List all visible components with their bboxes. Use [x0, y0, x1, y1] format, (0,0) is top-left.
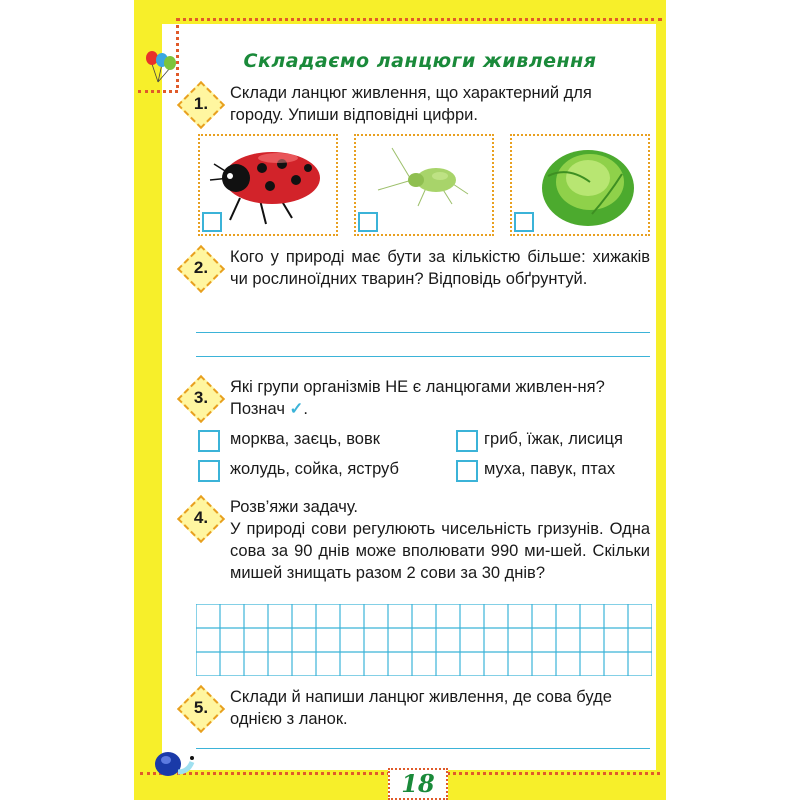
- option-label: гриб, їжак, лисиця: [484, 430, 623, 448]
- answer-box[interactable]: [358, 212, 378, 232]
- task-4-text: У природі сови регулюють чисельність гризунів. Одна сова за 90 днів може вполювати 990 ми-шей. Скільки мишей знищать разом 2 сови за 30 днів?: [230, 520, 650, 582]
- checkbox-option-1[interactable]: [198, 430, 220, 452]
- task-3-text: [230, 376, 640, 420]
- photo-cabbage: [510, 134, 650, 236]
- answer-line[interactable]: [196, 356, 650, 357]
- task-2-text: Кого у природі має бути за кількістю більше: хижаків чи рослиноїдних тварин? Відповідь обґрунтуй.: [230, 248, 650, 288]
- task-1-text: Склади ланцюг живлення, що характерний для городу. Упиши відповідні цифри.: [230, 84, 592, 124]
- checkmark-icon: ✓: [289, 400, 304, 418]
- task-number: 1.: [193, 94, 209, 113]
- answer-box[interactable]: [514, 212, 534, 232]
- task-number: 3.: [193, 388, 209, 407]
- option-label: жолудь, сойка, яструб: [230, 460, 399, 478]
- checkbox-option-2[interactable]: [456, 430, 478, 452]
- snail-icon: [152, 748, 198, 778]
- page-border-left: [134, 0, 162, 800]
- option-label: морква, заєць, вовк: [230, 430, 380, 448]
- page-border-right: [656, 0, 666, 800]
- task-4-heading: Розв’яжи задачу.: [230, 498, 359, 516]
- dotted-divider: [138, 90, 178, 93]
- answer-box[interactable]: [202, 212, 222, 232]
- task-3-text-main: Які групи організмів НЕ є ланцюгами живлен-ня? Познач: [230, 378, 605, 418]
- task-3-text-end: .: [303, 400, 308, 418]
- option-label: муха, павук, птах: [484, 460, 616, 478]
- photo-aphid: [354, 134, 494, 236]
- answer-line[interactable]: [196, 748, 650, 749]
- checkbox-option-4[interactable]: [456, 460, 478, 482]
- checkbox-option-3[interactable]: [198, 460, 220, 482]
- task-5-text: Склади й напиши ланцюг живлення, де сова буде однією з ланок.: [230, 688, 612, 728]
- dotted-divider: [176, 18, 662, 21]
- page-number: 18: [388, 768, 448, 800]
- answer-grid[interactable]: [196, 604, 652, 676]
- task-number: 5.: [193, 698, 209, 717]
- task-number: 4.: [193, 508, 209, 527]
- task-number: 2.: [193, 258, 209, 277]
- photo-ladybug: [198, 134, 338, 236]
- answer-line[interactable]: [196, 332, 650, 333]
- balloons-icon: [140, 50, 180, 84]
- page-title: Складаємо ланцюги живлення: [243, 50, 597, 72]
